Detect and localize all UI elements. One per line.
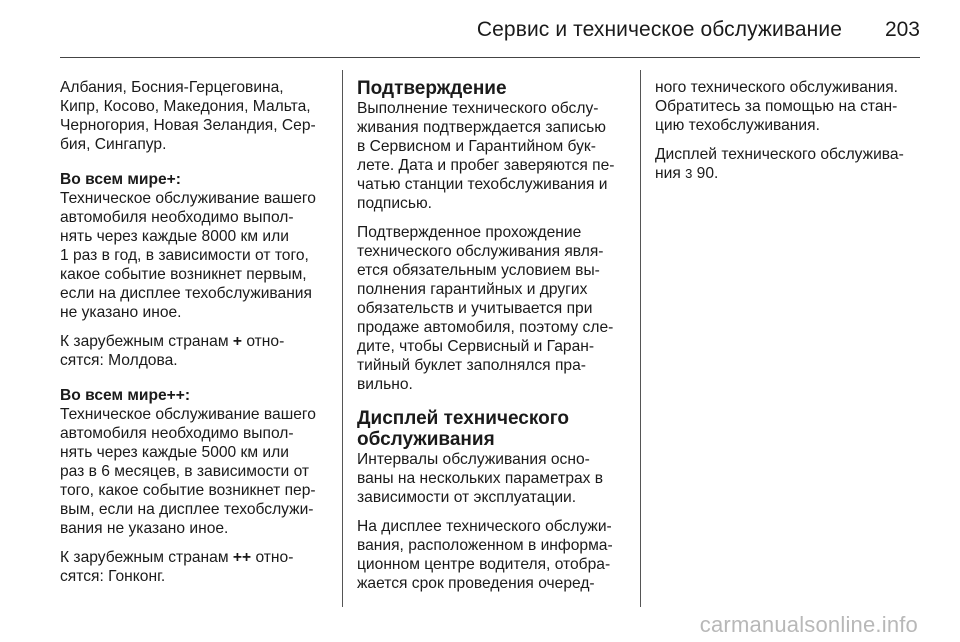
text-fragment: ния: [655, 165, 686, 182]
section-note: [60, 332, 328, 370]
text-line: того, какое событие возникнет пер-: [60, 482, 316, 499]
column-1: [60, 78, 328, 596]
text-line: вильно.: [357, 376, 413, 393]
text-line: Черногория, Новая Зеландия, Сер-: [60, 117, 316, 134]
section-title-confirmation: Подтверждение: [357, 78, 507, 99]
note-text: отно-: [251, 549, 294, 566]
paragraph: [357, 517, 625, 593]
page-reference-link[interactable]: 90.: [692, 165, 719, 182]
text-line: обязательств и учитывается при: [357, 300, 593, 317]
page-number: 203: [884, 18, 920, 41]
paragraph: [655, 145, 923, 183]
text-line: автомобиля необходимо выпол-: [60, 209, 294, 226]
text-line: Интервалы обслуживания осно-: [357, 451, 590, 468]
text-line: вым, если на дисплее техобслужи-: [60, 501, 314, 518]
text-line: зависимости от эксплуатации.: [357, 489, 577, 506]
text-line: автомобиля необходимо выпол-: [60, 425, 294, 442]
text-line: технического обслуживания явля-: [357, 243, 604, 260]
section-worldwide-plus: [60, 170, 328, 322]
page-title: Сервис и техническое обслуживание: [476, 18, 842, 41]
text-line: вания, расположенном в информа-: [357, 537, 613, 554]
page-reference-arrow-icon: 3: [685, 166, 693, 181]
text-line: раз в 6 месяцев, в зависимости от: [60, 463, 310, 480]
note-text: К зарубежным странам: [60, 333, 233, 350]
text-line: живания подтверждается записью: [357, 119, 606, 136]
section-title-service-display: Дисплей технического: [357, 408, 569, 429]
text-line: Кипр, Косово, Македония, Мальта,: [60, 98, 311, 115]
paragraph: [357, 450, 625, 507]
text-line: Выполнение технического обслу-: [357, 100, 599, 117]
paragraph: [357, 223, 625, 394]
text-line: нять через каждые 8000 км или: [60, 228, 289, 245]
text-line: вания не указано иное.: [60, 520, 229, 537]
text-line: Дисплей технического обслужива-: [655, 146, 904, 163]
plus-plus-marker: ++: [232, 549, 252, 566]
header-divider: [60, 57, 920, 58]
column-3: [655, 78, 923, 193]
column-divider-1: [342, 70, 343, 607]
text-line: дите, чтобы Сервисный и Гаран-: [357, 338, 595, 355]
text-line: ется обязательным условием вы-: [357, 262, 600, 279]
text-line: Техническое обслуживание вашего: [60, 406, 316, 423]
text-line: Подтвержденное прохождение: [357, 224, 582, 241]
section-title-service-display-cont: обслуживания: [357, 429, 495, 450]
text-line: [655, 164, 923, 183]
section-heading: Во всем мире+:: [60, 171, 181, 188]
text-line: Обратитесь за помощью на стан-: [655, 98, 898, 115]
text-line: бия, Сингапур.: [60, 136, 167, 153]
intro-paragraph: [60, 78, 328, 154]
note-text: отно-: [242, 333, 285, 350]
page-header: [0, 0, 960, 60]
section-heading: Во всем мире++:: [60, 387, 191, 404]
text-line: Техническое обслуживание вашего: [60, 190, 316, 207]
text-line: ционном центре водителя, отобра-: [357, 556, 611, 573]
text-line: [60, 548, 328, 567]
text-line: Албания, Босния-Герцеговина,: [60, 79, 284, 96]
section-worldwide-plus-plus: [60, 386, 328, 538]
text-line: тийный буклет заполнялся пра-: [357, 357, 586, 374]
paragraph: [655, 78, 923, 135]
text-line: полнения гарантийных и других: [357, 281, 588, 298]
text-line: 1 раз в год, в зависимости от того,: [60, 247, 309, 264]
text-line: нять через каждые 5000 км или: [60, 444, 289, 461]
text-line: сятся: Гонконг.: [60, 568, 166, 585]
text-line: если на дисплее техобслуживания: [60, 285, 312, 302]
text-line: в Сервисном и Гарантийном бук-: [357, 138, 596, 155]
text-line: жается срок проведения очеред-: [357, 575, 595, 592]
text-line: лете. Дата и пробег заверяются пе-: [357, 157, 615, 174]
watermark: carmanualsonline.info: [699, 612, 918, 637]
text-line: ваны на нескольких параметрах в: [357, 470, 604, 487]
plus-marker: +: [232, 333, 242, 350]
text-line: чатью станции техобслуживания и: [357, 176, 608, 193]
text-line: сятся: Молдова.: [60, 352, 178, 369]
text-line: продаже автомобиля, поэтому сле-: [357, 319, 614, 336]
text-line: какое событие возникнет первым,: [60, 266, 307, 283]
text-line: ного технического обслуживания.: [655, 79, 898, 96]
column-divider-2: [640, 70, 641, 607]
text-line: На дисплее технического обслужи-: [357, 518, 612, 535]
text-line: [60, 332, 328, 351]
section-note: [60, 548, 328, 586]
note-text: К зарубежным странам: [60, 549, 233, 566]
paragraph: [357, 99, 625, 213]
text-line: подписью.: [357, 195, 432, 212]
text-line: не указано иное.: [60, 304, 182, 321]
column-2: [357, 78, 625, 603]
text-line: цию техобслуживания.: [655, 117, 820, 134]
